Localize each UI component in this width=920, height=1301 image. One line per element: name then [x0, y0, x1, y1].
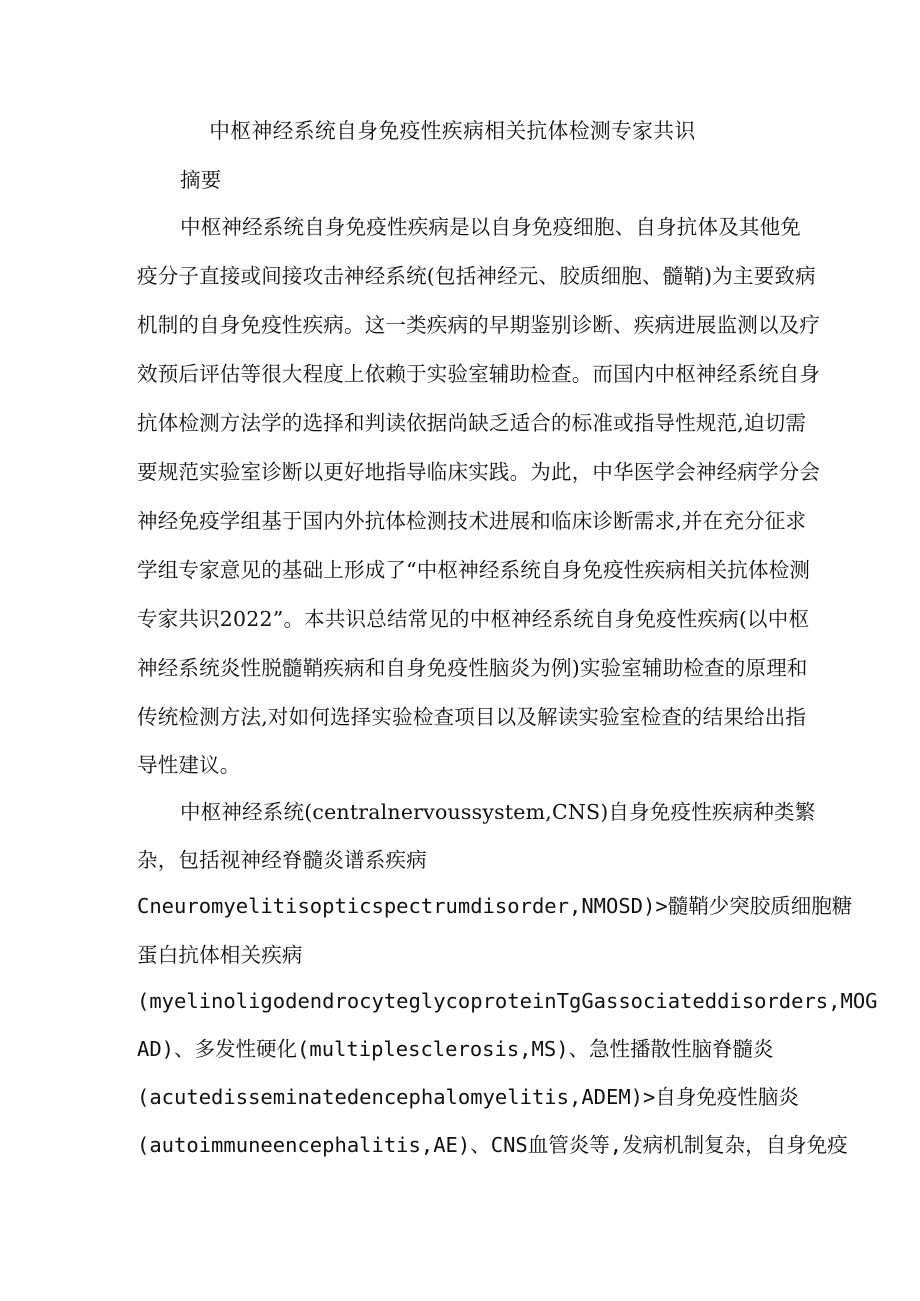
paragraph-line: 抗体检测方法学的选择和判读依据尚缺乏适合的标准或指导性规范,迫切需: [137, 411, 807, 435]
paragraph-line: 传统检测方法,对如何选择实验检查项目以及解读实验室检查的结果给出指: [137, 705, 807, 729]
paragraph-line: (myelinoligodendrocyteglycoproteinTgGassociateddisorders,MOG: [137, 989, 878, 1013]
paragraph-line: 疫分子直接或间接攻击神经系统(包括神经元、胶质细胞、髓鞘)为主要致病: [137, 264, 816, 288]
abstract-heading: 摘要: [180, 168, 222, 192]
paragraph-line: 机制的自身免疫性疾病。这一类疾病的早期鉴别诊断、疾病进展监测以及疗: [137, 313, 821, 337]
paragraph-line: 导性建议。: [137, 753, 241, 777]
paragraph-line: 中枢神经系统自身免疫性疾病是以自身免疫细胞、自身抗体及其他免: [180, 215, 801, 239]
paragraph-line: 学组专家意见的基础上形成了“中枢神经系统自身免疫性疾病相关抗体检测: [137, 558, 811, 582]
paragraph-line: (autoimmuneencephalitis,AE)、CNS血管炎等,发病机制复杂，自身免疫: [137, 1133, 848, 1157]
paragraph-line: 蛋白抗体相关疾病: [137, 943, 303, 967]
paragraph-line: 杂，包括视神经脊髓炎谱系疾病: [137, 848, 427, 872]
paragraph-line: (acutedisseminatedencephalomyelitis,ADEM)>自身免疫性脑炎: [137, 1085, 799, 1109]
paragraph-line: AD)、多发性硬化(multiplesclerosis,MS)、急性播散性脑脊髓炎: [137, 1037, 774, 1061]
paragraph-line: 中枢神经系统(centralnervoussystem,CNS)自身免疫性疾病种类繁: [180, 800, 816, 824]
paragraph-line: 神经免疫学组基于国内外抗体检测技术进展和临床诊断需求,并在充分征求: [137, 509, 807, 533]
paragraph-line: 神经系统炎性脱髓鞘疾病和自身免疫性脑炎为例)实验室辅助检查的原理和: [137, 656, 808, 680]
paragraph-line: Cneuromyelitisopticspectrumdisorder,NMOSD)>髓鞘少突胶质细胞糖: [137, 894, 853, 918]
paragraph-line: 专家共识2022”。本共识总结常见的中枢神经系统自身免疫性疾病(以中枢: [137, 607, 810, 631]
paragraph-line: 要规范实验室诊断以更好地指导临床实践。为此，中华医学会神经病学分会: [137, 460, 821, 484]
document-title: 中枢神经系统自身免疫性疾病相关抗体检测专家共识: [209, 119, 696, 143]
paragraph-line: 效预后评估等很大程度上依赖于实验室辅助检查。而国内中枢神经系统自身: [137, 362, 821, 386]
